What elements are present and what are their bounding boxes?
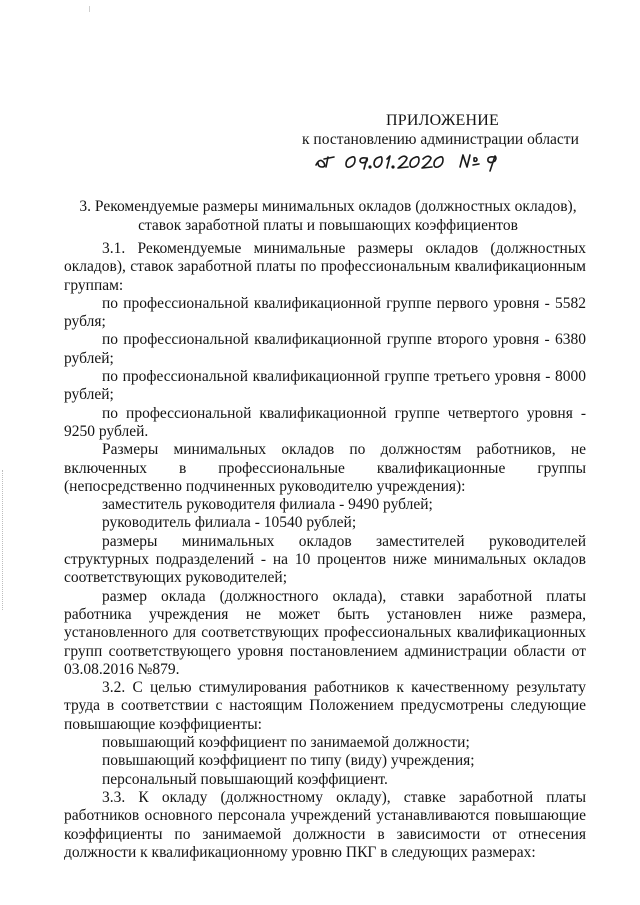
section-title <box>78 197 578 235</box>
scan-artifact <box>89 6 90 12</box>
paragraph-branch-head: руководитель филиала - 10540 рублей; <box>102 514 357 532</box>
paragraph-level-2: по профессиональной квалификационной группе второго уровня - 6380 рублей; <box>64 331 586 367</box>
paragraph-non-pkg-salaries: Размеры минимальных окладов по должностям работников, не включенных в профессиональные квалификационные группы (непосредственно подчиненных руководителю учреждения): <box>64 441 586 495</box>
document-body <box>64 240 586 862</box>
paragraph-3-2: 3.2. С целью стимулирования работников к качественному результату труда в соответствии с настоящим Положением предусмотрены следующие повышающие коэффициенты: <box>64 679 586 733</box>
paragraph-deputy-branch-head: заместитель руководителя филиала - 9490 рублей; <box>102 496 433 514</box>
paragraph-salary-minimum: размер оклада (должностного оклада), ставки заработной платы работника учреждения не может быть установлен ниже размера, установленного для соответствующих профессиональных квалификационных групп соответствующего уровня постановлением администрации области от 03.08.2016 №879. <box>64 587 586 678</box>
paragraph-coef-type: повышающий коэффициент по типу (виду) учреждения; <box>102 752 475 770</box>
paragraph-3-1: 3.1. Рекомендуемые минимальные размеры окладов (должностных окладов), ставок заработной платы по профессиональным квалификационным группам: <box>64 240 586 294</box>
appendix-title: ПРИЛОЖЕНИЕ <box>386 112 500 129</box>
section-title-line-2: ставок заработной платы и повышающих коэффициентов <box>138 217 518 234</box>
paragraph-level-1: по профессиональной квалификационной группе первого уровня - 5582 рубля; <box>64 294 586 331</box>
paragraph-coef-position: повышающий коэффициент по занимаемой должности; <box>102 734 470 752</box>
paragraph-coef-personal: персональный повышающий коэффициент. <box>102 770 388 788</box>
paragraph-deputy-unit-heads: размеры минимальных окладов заместителей руководителей структурных подразделений - на 10 процентов ниже минимальных окладов соответствующих руководителей; <box>64 532 586 587</box>
paragraph-level-3: по профессиональной квалификационной группе третьего уровня - 8000 рублей; <box>64 368 586 404</box>
paragraph-3-3: 3.3. К окладу (должностному окладу), ставке заработной платы работников основного персонала учреждений устанавливаются повышающие коэффициенты по занимаемой должности в зависимости от отнесения должности к квалификационному уровню ПКГ в следующих размерах: <box>64 788 586 861</box>
handwritten-date-signature <box>312 143 552 175</box>
appendix-subtitle: к постановлению администрации области <box>302 131 579 148</box>
scan-margin-artifact <box>2 470 9 610</box>
section-title-line-1: 3. Рекомендуемые размеры минимальных окладов (должностных окладов), <box>79 198 577 215</box>
paragraph-level-4: по профессиональной квалификационной группе четвертого уровня - 9250 рублей. <box>64 404 586 440</box>
